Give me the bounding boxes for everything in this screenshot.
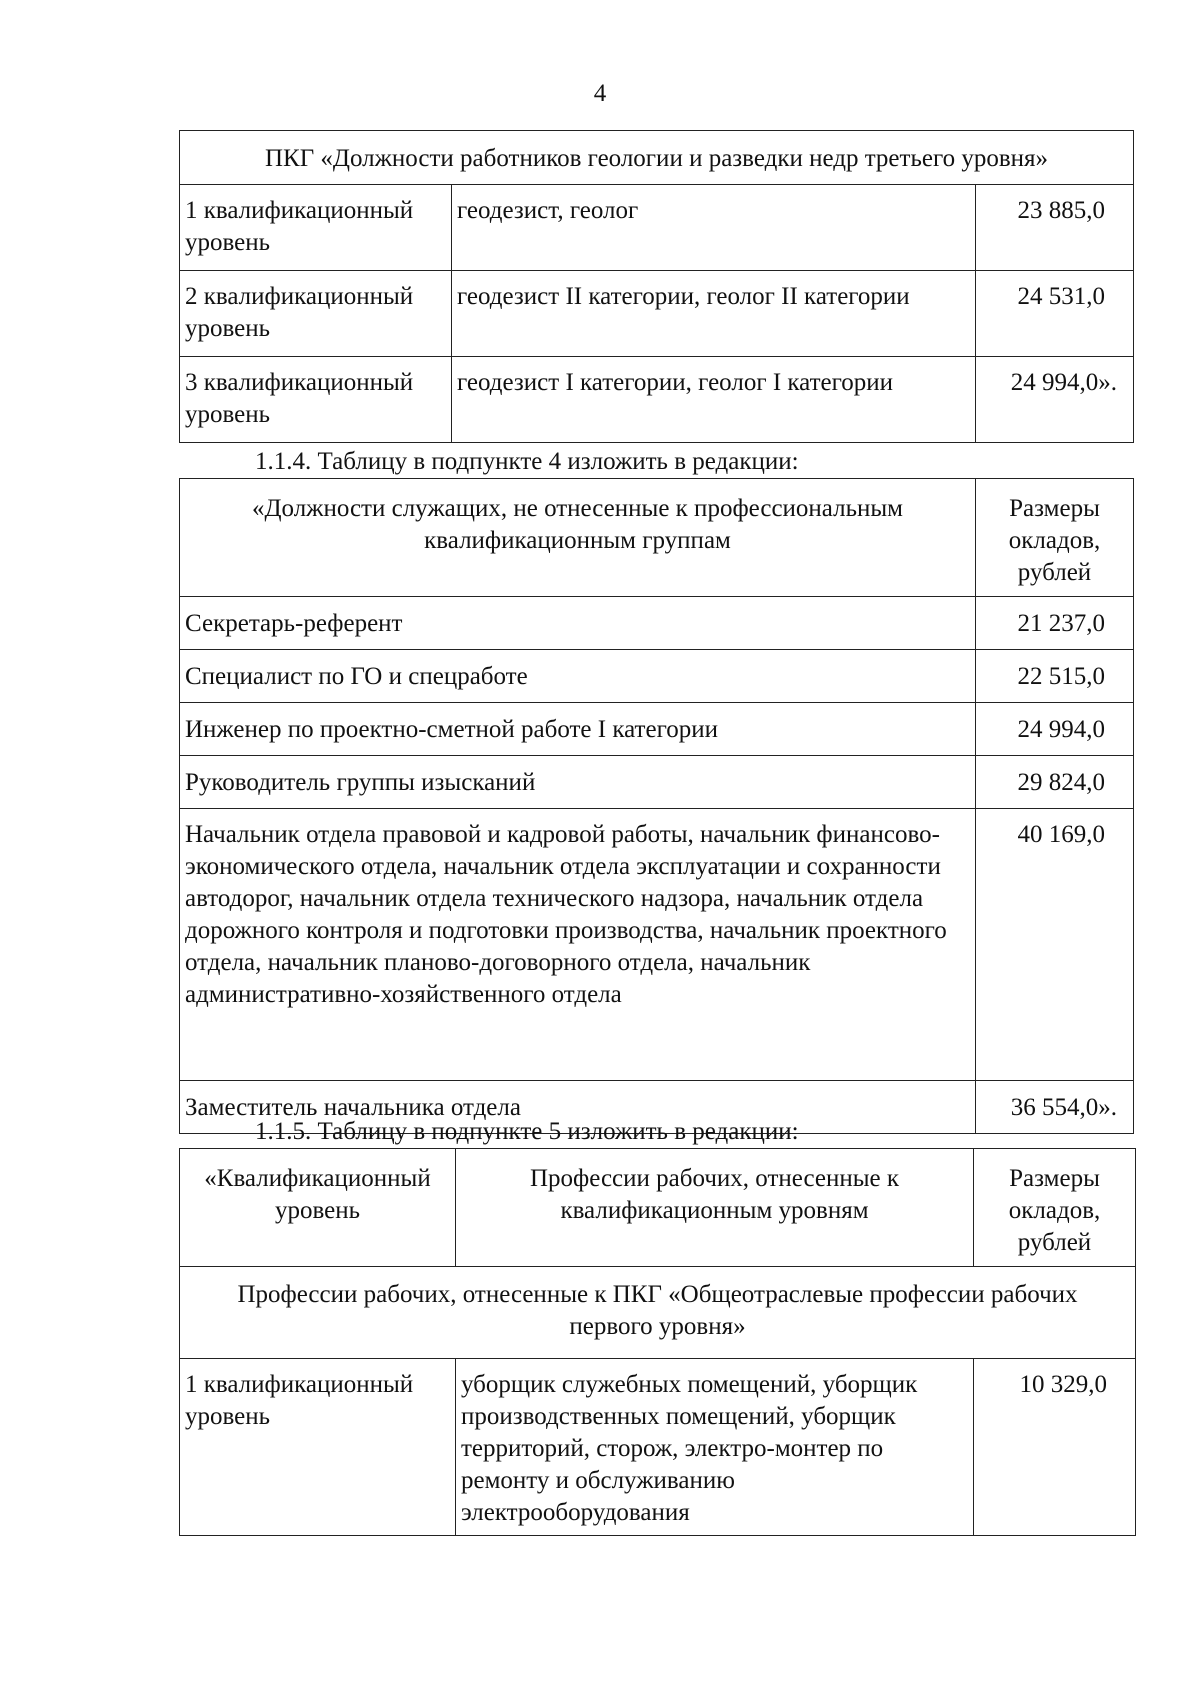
position-cell: Руководитель группы изысканий [180, 756, 976, 809]
table-row [180, 597, 1134, 650]
salary-cell: 24 531,0 [976, 271, 1134, 357]
salary-cell: 21 237,0 [976, 597, 1134, 650]
qualification-level-cell: 3 квалификационный уровень [180, 357, 452, 443]
salary-header: Размеры окладов, рублей [974, 1149, 1136, 1267]
section-heading-1-1-4: 1.1.4. Таблицу в подпункте 4 изложить в редакции: [255, 448, 799, 475]
table-row [180, 357, 1134, 443]
table-row [180, 650, 1134, 703]
table-row [180, 756, 1134, 809]
table-group-title: ПКГ «Должности работников геологии и разведки недр третьего уровня» [180, 131, 1134, 185]
table-row [180, 809, 1134, 1081]
positions-header: «Должности служащих, не отнесенные к профессиональным квалификационным группам [180, 479, 976, 597]
salary-cell: 10 329,0 [974, 1359, 1136, 1536]
positions-cell: геодезист, геолог [452, 185, 976, 271]
geology-positions-table [179, 130, 1134, 443]
salary-cell: 29 824,0 [976, 756, 1134, 809]
position-cell: Начальник отдела правовой и кадровой работы, начальник финансово-экономического отдела, начальник отдела эксплуатации и сохранности автодорог, начальник отдела технического надзора, начальник отдела дорожного контроля и подготовки производства, начальник проектного отдела, начальник планово-договорного отдела, начальник административно-хозяйственного отдела [180, 809, 976, 1081]
employee-positions-table [179, 478, 1134, 1134]
qualification-level-cell: 1 квалификационный уровень [180, 185, 452, 271]
salary-cell: 24 994,0 [976, 703, 1134, 756]
table-row [180, 703, 1134, 756]
section-heading-1-1-5: 1.1.5. Таблицу в подпункте 5 изложить в редакции: [255, 1118, 799, 1145]
salary-cell: 40 169,0 [976, 809, 1134, 1081]
table-row [180, 185, 1134, 271]
level-header: «Квалификационный уровень [180, 1149, 456, 1267]
professions-cell: уборщик служебных помещений, уборщик производственных помещений, уборщик территорий, сторож, электро-монтер по ремонту и обслуживанию электрооборудования [456, 1359, 974, 1536]
qualification-level-cell: 2 квалификационный уровень [180, 271, 452, 357]
professions-header: Профессии рабочих, отнесенные к квалификационным уровням [456, 1149, 974, 1267]
qualification-level-cell: 1 квалификационный уровень [180, 1359, 456, 1536]
table-row [180, 271, 1134, 357]
position-cell: Инженер по проектно-сметной работе I категории [180, 703, 976, 756]
salary-cell: 36 554,0». [976, 1081, 1134, 1134]
salary-cell: 22 515,0 [976, 650, 1134, 703]
position-cell: Заместитель начальника отдела [180, 1081, 976, 1134]
position-cell: Специалист по ГО и спецработе [180, 650, 976, 703]
table-row [180, 1359, 1136, 1536]
positions-cell: геодезист II категории, геолог II категории [452, 271, 976, 357]
page-number: 4 [593, 80, 607, 107]
worker-professions-table [179, 1148, 1136, 1536]
salary-cell: 24 994,0». [976, 357, 1134, 443]
position-cell: Секретарь-референт [180, 597, 976, 650]
positions-cell: геодезист I категории, геолог I категории [452, 357, 976, 443]
salary-cell: 23 885,0 [976, 185, 1134, 271]
table-group-title: Профессии рабочих, отнесенные к ПКГ «Общеотраслевые профессии рабочих первого уровня» [180, 1267, 1136, 1359]
salary-header: Размеры окладов, рублей [976, 479, 1134, 597]
